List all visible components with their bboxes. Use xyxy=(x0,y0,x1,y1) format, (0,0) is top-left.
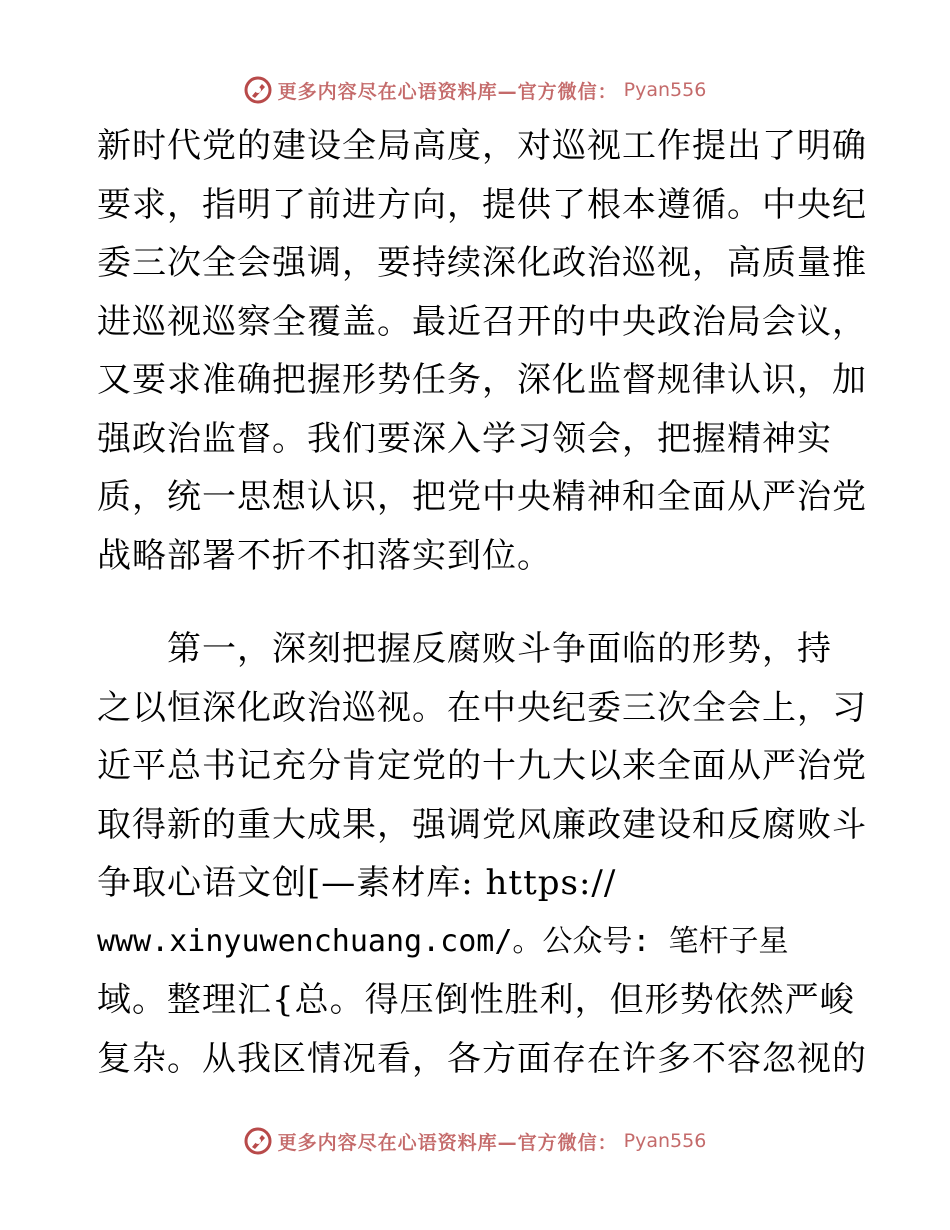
text-line: 近平总书记充分肯定党的十九大以来全面从严治党 xyxy=(97,746,867,786)
text-line: 战略部署不折不扣落实到位。 xyxy=(97,535,552,576)
text-line: 又要求准确把握形势任务，深化监督规律认识，加 xyxy=(97,360,867,400)
text-line: 要求，指明了前进方向，提供了根本遵循。中央纪 xyxy=(97,184,867,225)
header-watermark xyxy=(0,70,950,110)
text-line: 质，统一思想认识，把党中央精神和全面从严治党 xyxy=(97,477,867,517)
watermark-account: Pyan556 xyxy=(623,1130,707,1152)
pen-logo-icon xyxy=(244,1127,272,1155)
text-line: 之以恒深化政治巡视。在中央纪委三次全会上，习 xyxy=(97,687,867,728)
footer-watermark xyxy=(0,1121,950,1161)
paragraph-1 xyxy=(97,117,867,585)
text-line: 第一，深刻把握反腐败斗争面临的形势，持 xyxy=(97,629,832,669)
pen-logo-icon xyxy=(244,76,272,104)
text-line: 取得新的重大成果，强调党风廉政建设和反腐败斗 xyxy=(97,804,867,845)
text-line: 复杂。从我区情况看，各方面存在许多不容忽视的 xyxy=(97,1038,867,1079)
text-line: 新时代党的建设全局高度，对巡视工作提出了明确 xyxy=(97,126,867,166)
text-line-url: www.xinyuwenchuang.com/。公众号: 笔杆子星 xyxy=(97,923,789,959)
watermark-text: 更多内容尽在心语资料库—官方微信： xyxy=(277,80,618,103)
text-line: 域。整理汇{总。得压倒性胜利，但形势依然严峻 xyxy=(97,980,855,1020)
text-line: 强政治监督。我们要深入学习领会，把握精神实 xyxy=(97,418,832,459)
text-line: 进巡视巡察全覆盖。最近召开的中央政治局会议， xyxy=(97,301,867,342)
text-line: 委三次全会强调，要持续深化政治巡视，高质量推 xyxy=(97,243,867,283)
document-body xyxy=(97,117,867,1088)
paragraph-gap xyxy=(97,585,857,620)
text-line: 争取心语文创[—素材库: https:// xyxy=(97,863,617,903)
paragraph-2 xyxy=(97,620,867,1088)
watermark-text: 更多内容尽在心语资料库—官方微信： xyxy=(277,1131,618,1154)
watermark-account: Pyan556 xyxy=(623,79,707,101)
